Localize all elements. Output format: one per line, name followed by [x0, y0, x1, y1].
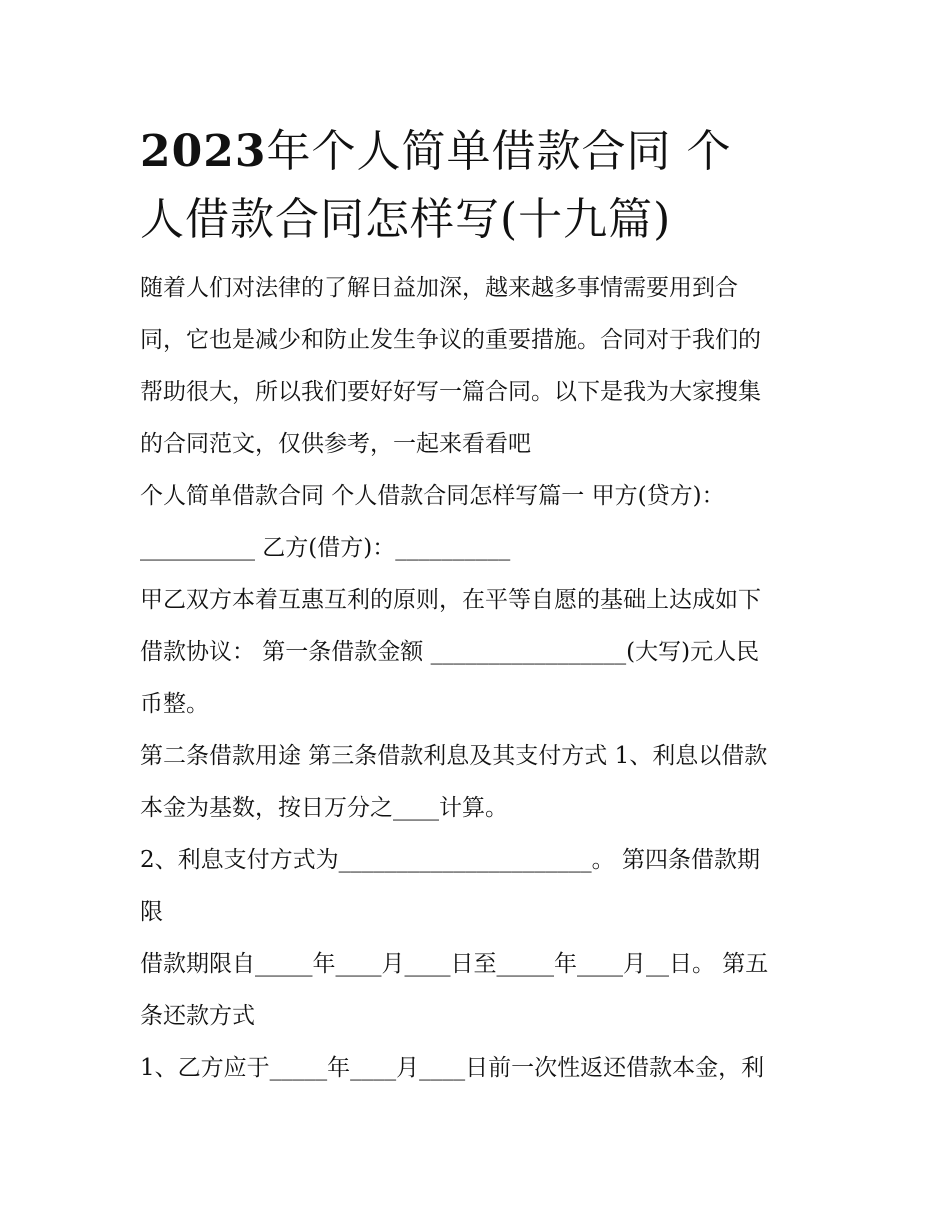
document-body	[140, 262, 820, 1094]
body-line: 借款协议： 第一条借款金额 _________________(大写)元人民	[140, 639, 760, 665]
body-line: 1、乙方应于_____年____月____日前一次性返还借款本金，利	[140, 1055, 765, 1081]
body-line: 本金为基数，按日万分之____计算。	[140, 795, 508, 821]
body-line: 个人简单借款合同 个人借款合同怎样写篇一 甲方(贷方)：	[140, 483, 725, 509]
body-line: 借款期限自_____年____月____日至_____年____月__日。 第五	[140, 951, 769, 977]
document-title	[140, 118, 820, 254]
body-line: 2、利息支付方式为______________________。 第四条借款期	[140, 847, 760, 873]
title-year: 2023	[140, 126, 267, 177]
document-page	[140, 118, 820, 1094]
body-line: 甲乙双方本着互惠互利的原则，在平等自愿的基础上达成如下	[140, 587, 761, 613]
body-line: 同，它也是减少和防止发生争议的重要措施。合同对于我们的	[140, 327, 761, 353]
body-line: 的合同范文，仅供参考，一起来看看吧	[140, 431, 531, 457]
body-line: 币整。	[140, 691, 209, 717]
body-line: 第二条借款用途 第三条借款利息及其支付方式 1、利息以借款	[140, 743, 768, 769]
body-line: __________ 乙方(借方)：__________	[140, 535, 511, 561]
body-line: 随着人们对法律的了解日益加深，越来越多事情需要用到合	[140, 275, 738, 301]
title-line2: 人借款合同怎样写(十九篇)	[140, 194, 672, 245]
body-line: 条还款方式	[140, 1003, 255, 1029]
body-line: 帮助很大，所以我们要好好写一篇合同。以下是我为大家搜集	[140, 379, 761, 405]
body-line: 限	[140, 899, 163, 925]
title-line1-rest: 年个人简单借款合同 个	[266, 126, 732, 177]
